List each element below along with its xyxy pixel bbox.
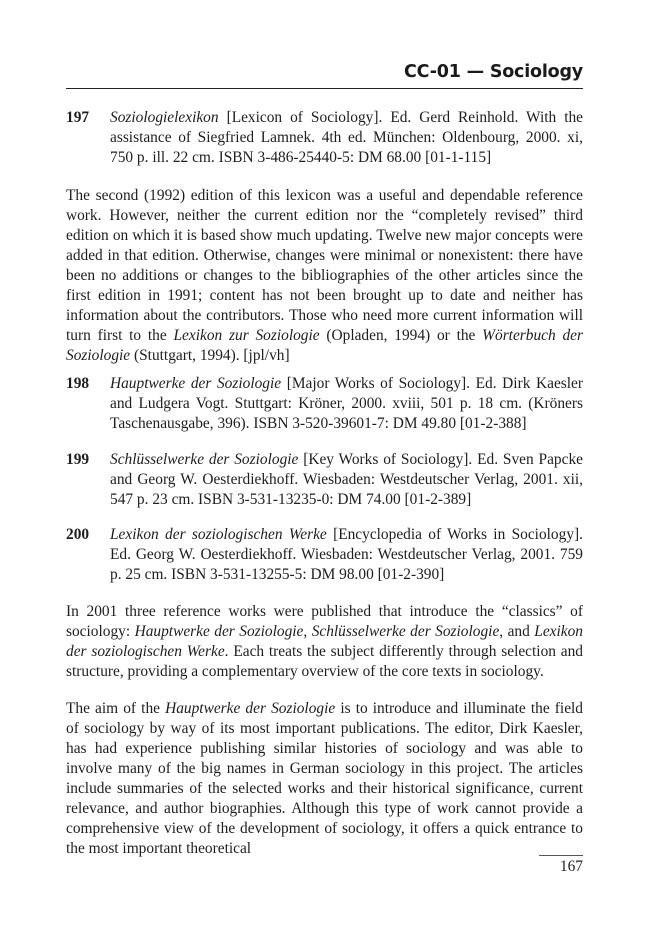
review-italic-title: Schlüsselwerke der Soziologie bbox=[311, 623, 500, 640]
review-text: The second (1992) edition of this lexicon was a useful and dependable reference work. However, neither the current edition nor the “completely revised” third edition on which it is based show much updating. Twelve new major concepts were added in that edition. Otherwise, changes were minimal or nonexistent: there have been no additions or changes to the bibliographies of the other articles since the first edition in 1991; content has not been brought up to date and neither has information about the contributors. Those who need more current information will turn first to the bbox=[66, 187, 583, 344]
review-text: (Opladen, 1994) or the bbox=[319, 327, 483, 344]
entry-details: [Lexicon of Sociology]. Ed. Gerd Reinhold. With the assistance of Siegfried Lamnek. 4th ed. München: Oldenbourg, 2000. xi, 750 p. ill. 22 cm. ISBN 3-486-25440-5: DM 68.00 [01-1-115] bbox=[110, 109, 583, 166]
entry-details: [Major Works of Sociology]. Ed. Dirk Kaesler and Ludgera Vogt. Stuttgart: Kröner, 2000. xviii, 501 p. 18 cm. (Kröners Taschenausgabe, 396). ISBN 3-520-39601-7: DM 49.80 [01-2-388] bbox=[110, 375, 583, 432]
footer-rule bbox=[539, 855, 583, 856]
entry-number: 197 bbox=[66, 109, 90, 126]
entry-details: [Encyclopedia of Works in Sociology]. Ed. Georg W. Oesterdiekhoff. Wiesbaden: Westdeutscher Verlag, 2001. 759 p. 25 cm. ISBN 3-531-13255-5: DM 98.00 [01-2-390] bbox=[110, 526, 583, 583]
entry-number: 198 bbox=[66, 375, 90, 392]
review-text: . Each treats the subject differently through selection and structure, providing a complementary overview of the core texts in sociology. bbox=[66, 643, 583, 680]
entry-title: Lexikon der soziologischen Werke bbox=[110, 526, 327, 543]
running-head: CC-01 — Sociology bbox=[404, 62, 583, 82]
entry-details: [Key Works of Sociology]. Ed. Sven Papcke and Georg W. Oesterdiekhoff. Wiesbaden: Westdeutscher Verlag, 2001. xii, 547 p. 23 cm. ISBN 3-531-13235-0: DM 74.00 [01-2-389] bbox=[110, 451, 583, 508]
bib-entry-199 bbox=[66, 450, 583, 510]
review-paragraph bbox=[66, 602, 583, 682]
review-italic-title: Lexikon zur Soziologie bbox=[173, 327, 320, 344]
entry-number: 199 bbox=[66, 451, 90, 468]
entry-title: Schlüsselwerke der Soziologie bbox=[110, 451, 299, 468]
review-paragraph bbox=[66, 699, 583, 859]
review-italic-title: Hauptwerke der Soziologie bbox=[165, 700, 336, 717]
header-rule bbox=[66, 88, 583, 89]
book-page bbox=[66, 0, 583, 940]
review-italic-title: Hauptwerke der Soziologie bbox=[134, 623, 304, 640]
bib-entry-198 bbox=[66, 374, 583, 434]
entry-citation bbox=[110, 108, 583, 168]
review-text: , bbox=[303, 623, 312, 640]
entry-citation bbox=[110, 450, 583, 510]
entry-title: Hauptwerke der Soziologie bbox=[110, 375, 282, 392]
review-text: , and bbox=[499, 623, 535, 640]
bib-entry-200 bbox=[66, 525, 583, 585]
entry-citation bbox=[110, 525, 583, 585]
entry-citation bbox=[110, 374, 583, 434]
entry-number: 200 bbox=[66, 526, 90, 543]
review-text: In 2001 three reference works were published that introduce the “classics” of sociology: bbox=[66, 603, 583, 640]
bib-entry-197 bbox=[66, 108, 583, 168]
review-italic-title: Wörterbuch der Soziologie bbox=[66, 327, 583, 364]
page-number: 167 bbox=[559, 858, 583, 875]
review-text: (Stuttgart, 1994). [jpl/vh] bbox=[130, 347, 290, 364]
review-text: is to introduce and illuminate the field of sociology by way of its most important publications. The editor, Dirk Kaesler, has had experience publishing similar histories of sociology and was able to involve many of the big names in German sociology in this project. The articles include summaries of the selected works and their historical significance, current relevance, and author biographies. Although this type of work cannot provide a comprehensive view of the development of sociology, it offers a quick entrance to the most important theoretical bbox=[66, 700, 583, 857]
review-paragraph bbox=[66, 186, 583, 366]
review-italic-title: Lexikon der soziologischen Werke bbox=[66, 623, 583, 660]
entry-title: Soziologielexikon bbox=[110, 109, 219, 126]
review-text: The aim of the bbox=[66, 700, 166, 717]
